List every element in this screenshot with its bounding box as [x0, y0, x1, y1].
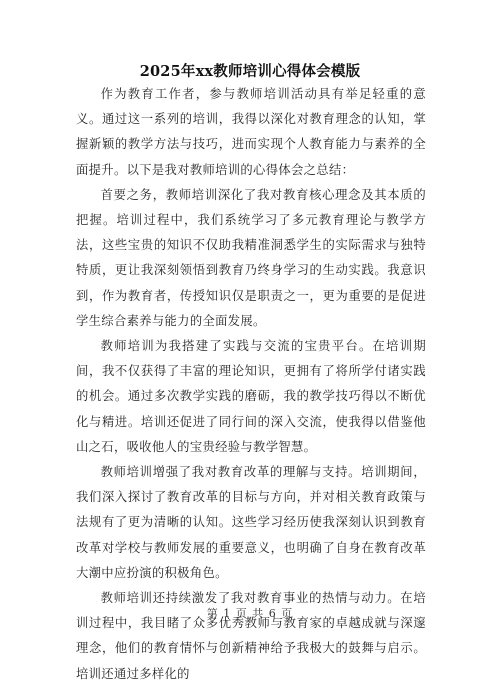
paragraph-1: 首要之务，教师培训深化了我对教育核心理念及其本质的把握。培训过程中，我们系统学习了多元教育理论与教学方法，这些宝贵的知识不仅助我精准洞悉学生的实际需求与独特特质，更让我深刻领悟到教育乃终身学习的生动实践。我意识到，作为教育者，传授知识仅是职责之一，更为重要的是促进学生综合素养与能力的全面发展。 — [76, 187, 426, 328]
paragraph-2: 教师培训为我搭建了实践与交流的宝贵平台。在培训期间，我不仅获得了丰富的理论知识，更拥有了将所学付诸实践的机会。通过多次教学实践的磨砺，我的教学技巧得以不断优化与精进。培训还促进了同行间的深入交流，使我得以借鉴他山之石，吸收他人的宝贵经验与教学智慧。 — [76, 339, 426, 454]
document-body — [76, 82, 426, 687]
page-number-footer: 第 1 页 共 6 页 — [206, 607, 294, 620]
paragraph-3: 教师培训增强了我对教育改革的理解与支持。培训期间，我们深入探讨了教育改革的目标与方向，并对相关教育政策与法规有了更为清晰的认知。这些学习经历使我深刻认识到教育改革对学校与教师发展的重要意义，也明确了自身在教育改革大潮中应扮演的积极角色。 — [76, 465, 426, 580]
document-title: 2025年xx教师培训心得体会模版 — [139, 63, 361, 80]
paragraph-intro: 作为教育工作者，参与教师培训活动具有举足轻重的意义。通过这一系列的培训，我得以深化对教育理念的认知，掌握新颖的教学方法与技巧，进而实现个人教育能力与素养的全面提升。以下是我对教师培训的心得体会之总结： — [76, 87, 426, 177]
paragraph-4: 教师培训还持续激发了我对教育事业的热情与动力。在培训过程中，我目睹了众多优秀教师与教育家的卓越成就与深邃理念，他们的教育情怀与创新精神给予我极大的鼓舞与启示。培训还通过多样化的 — [76, 591, 426, 681]
